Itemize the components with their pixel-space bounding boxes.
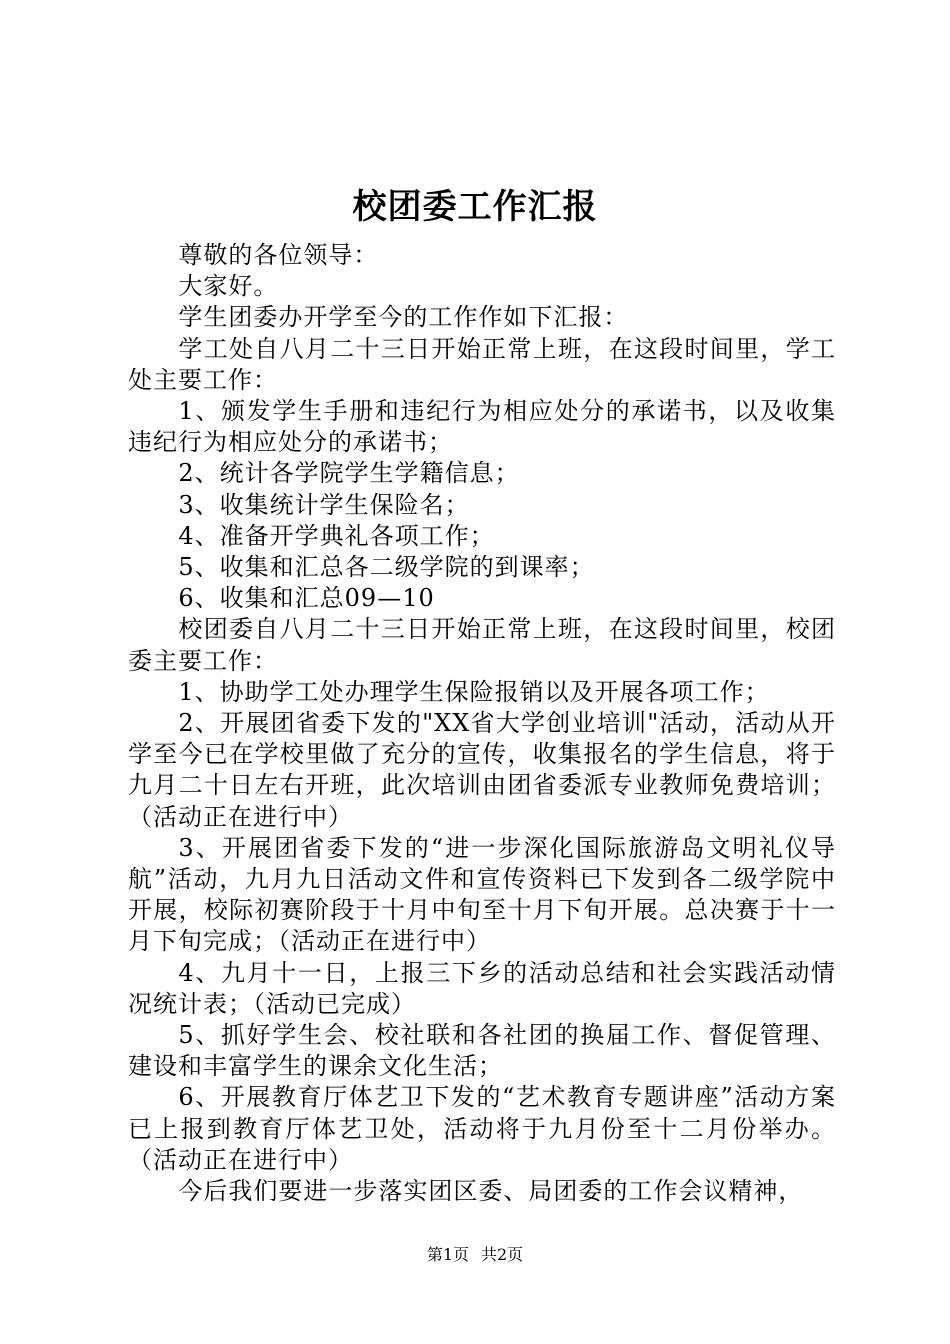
document-title: 校团委工作汇报	[352, 187, 598, 227]
paragraph-xgc-item-4: 4、准备开学典礼各项工作；	[178, 521, 495, 550]
paragraph-xgc-item-2: 2、统计各学院学生学籍信息；	[178, 459, 520, 488]
paragraph-conclusion: 今后我们要进一步落实团区委、局团委的工作会议精神，	[178, 1177, 804, 1206]
paragraph-xgc-item-1: 1、颁发学生手册和违纪行为相应处分的承诺书，以及收集违纪行为相应处分的承诺书；	[128, 397, 836, 457]
paragraph-xgc-item-3: 3、收集统计学生保险名；	[178, 490, 470, 519]
paragraph-intro: 学生团委办开学至今的工作作如下汇报：	[178, 303, 629, 332]
document-body	[128, 240, 836, 1207]
paragraph-tw-item-5: 5、抓好学生会、校社联和各社团的换届工作、督促管理、建设和丰富学生的课余文化生活；	[128, 1021, 836, 1081]
paragraph-xgc-heading: 学工处自八月二十三日开始正常上班，在这段时间里，学工处主要工作：	[128, 334, 836, 394]
page-number: 第1页	[426, 1245, 469, 1264]
paragraph-greeting: 大家好。	[178, 272, 279, 301]
paragraph-salutation: 尊敬的各位领导：	[178, 241, 379, 269]
paragraph-tw-item-1: 1、协助学工处办理学生保险报销以及开展各项工作；	[178, 677, 770, 706]
paragraph-tw-item-2: 2、开展团省委下发的"XX省大学创业培训"活动，活动从开学至今已在学校里做了充分的宣传，收集报名的学生信息，将于九月二十日左右开班，此次培训由团省委派专业教师免费培训；（活动正在进行中）	[128, 709, 836, 831]
page-total: 共2页	[481, 1245, 524, 1264]
paragraph-xgc-item-5: 5、收集和汇总各二级学院的到课率；	[178, 553, 595, 582]
paragraph-tw-heading: 校团委自八月二十三日开始正常上班，在这段时间里，校团委主要工作：	[128, 615, 836, 675]
paragraph-tw-item-4: 4、九月十一日，上报三下乡的活动总结和社会实践活动情况统计表；（活动已完成）	[128, 958, 836, 1018]
page-footer	[0, 1244, 950, 1266]
paragraph-tw-item-6: 6、开展教育厅体艺卫下发的“艺术教育专题讲座”活动方案已上报到教育厅体艺卫处，活动将于九月份至十二月份举办。（活动正在进行中）	[128, 1083, 836, 1174]
paragraph-tw-item-3: 3、开展团省委下发的“进一步深化国际旅游岛文明礼仪导航”活动，九月九日活动文件和宣传资料已下发到各二级学院中开展，校际初赛阶段于十月中旬至十月下旬开展。总决赛于十一月下旬完成；（活动正在进行中）	[128, 833, 836, 956]
paragraph-xgc-item-6: 6、收集和汇总09—10	[178, 584, 435, 613]
